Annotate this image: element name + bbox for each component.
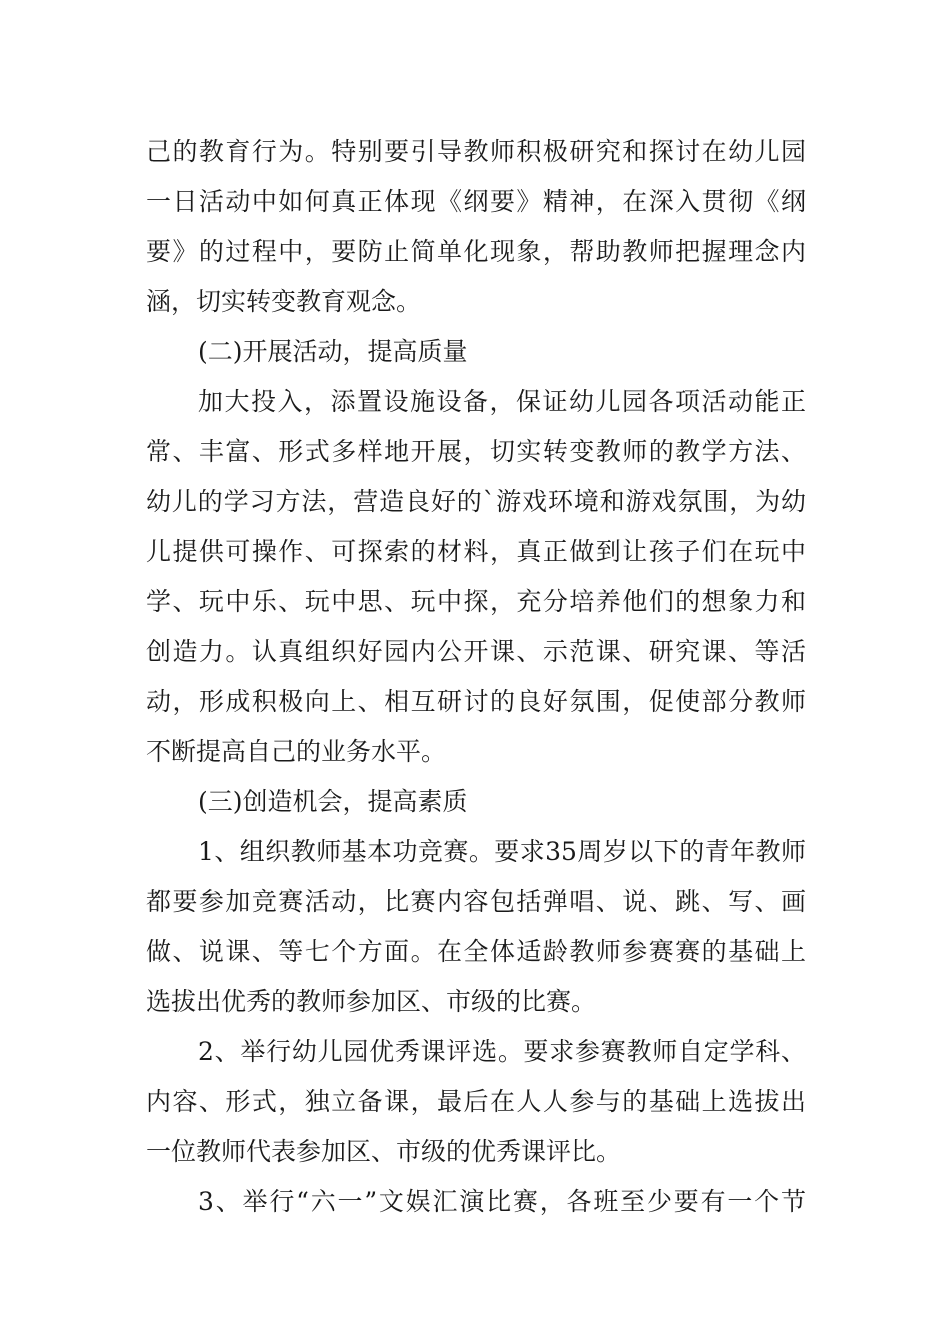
text-line: 加大投入，添置设施设备，保证幼儿园各项活动能正 — [198, 387, 806, 416]
text-line: 要》的过程中，要防止简单化现象，帮助教师把握理念内 — [146, 237, 806, 266]
text-line: 创造力。认真组织好园内公开课、示范课、研究课、等活 — [146, 637, 806, 666]
text-line: 1、组织教师基本功竞赛。要求35周岁以下的青年教师 — [198, 837, 806, 866]
text-line: 2、举行幼儿园优秀课评选。要求参赛教师自定学科、 — [198, 1037, 806, 1066]
text-line: 3、举行“六一”文娱汇演比赛，各班至少要有一个节 — [198, 1187, 806, 1216]
section-heading: (三)创造机会，提高素质 — [198, 787, 468, 816]
text-line: 不断提高自己的业务水平。 — [146, 737, 447, 766]
section-heading: (二)开展活动，提高质量 — [198, 337, 468, 366]
text-line: 做、说课、等七个方面。在全体适龄教师参赛赛的基础上 — [146, 937, 806, 966]
text-line: 涵，切实转变教育观念。 — [146, 287, 422, 316]
text-line: 幼儿的学习方法，营造良好的`游戏环境和游戏氛围，为幼 — [146, 487, 806, 516]
text-line: 都要参加竞赛活动，比赛内容包括弹唱、说、跳、写、画 — [146, 887, 806, 916]
text-line: 选拔出优秀的教师参加区、市级的比赛。 — [146, 987, 597, 1016]
text-line: 学、玩中乐、玩中思、玩中探，充分培养他们的想象力和 — [146, 587, 806, 616]
text-line: 一位教师代表参加区、市级的优秀课评比。 — [146, 1137, 622, 1166]
text-line: 儿提供可操作、可探索的材料，真正做到让孩子们在玩中 — [146, 537, 806, 566]
text-line: 常、丰富、形式多样地开展，切实转变教师的教学方法、 — [146, 437, 806, 466]
text-line: 内容、形式，独立备课，最后在人人参与的基础上选拔出 — [146, 1087, 806, 1116]
text-line: 己的教育行为。特别要引导教师积极研究和探讨在幼儿园 — [146, 137, 806, 166]
text-line: 动，形成积极向上、相互研讨的良好氛围，促使部分教师 — [146, 687, 806, 716]
text-line: 一日活动中如何真正体现《纲要》精神，在深入贯彻《纲 — [146, 187, 806, 216]
